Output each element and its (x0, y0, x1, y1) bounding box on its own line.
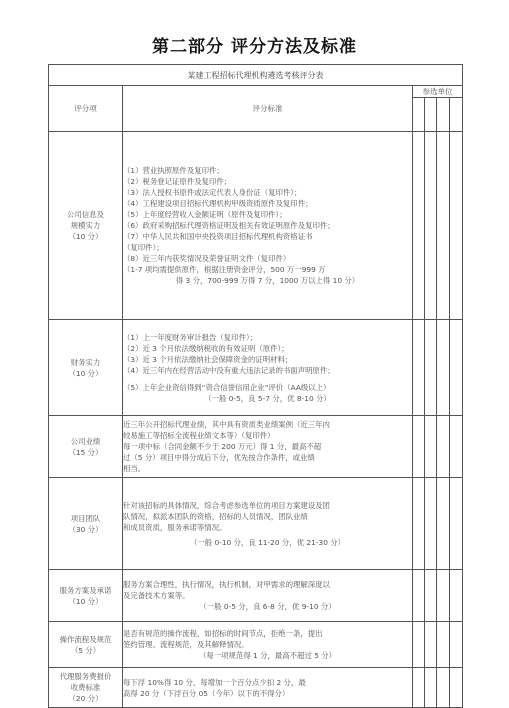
category-cell: 服务方案及承诺 （10 分） (49, 570, 123, 622)
document-title: 第二部分 评分方法及标准 (152, 37, 357, 57)
unit-col-4 (450, 98, 463, 132)
table-row (49, 668, 463, 708)
score-cell[interactable] (450, 668, 463, 708)
category-cell: 代理服务费报价 收费标准 （20 分） (49, 668, 123, 708)
unit-col-2 (425, 98, 437, 132)
score-cell[interactable] (437, 622, 450, 668)
header-item: 评分项 (49, 86, 123, 132)
table-caption: 某建工程招标代理机构遴选考核评分表 (49, 65, 463, 86)
category-cell: 财务实力 （10 分） (49, 320, 123, 416)
category-cell: 项目团队 （30 分） (49, 478, 123, 570)
table-row (49, 132, 463, 320)
score-cell[interactable] (450, 622, 463, 668)
score-cell[interactable] (437, 478, 450, 570)
score-cell[interactable] (425, 320, 437, 416)
score-cell[interactable] (450, 132, 463, 320)
category-cell: 公司业绩 （15 分） (49, 416, 123, 478)
score-cell[interactable] (450, 570, 463, 622)
score-cell[interactable] (437, 570, 450, 622)
table-row (49, 416, 463, 478)
header-criteria: 评分标准 (123, 86, 413, 132)
score-cell[interactable] (413, 132, 425, 320)
criteria-cell: 针对该招标的具体情况，综合考虑参选单位的项目方案建设及团 队情况，拟派本团队的资格，招标的人员情况，团队业绩 和成员资质，服务承诺等情况。 （一般 0-10 分，良 11-20 分，优 21-30 分） (123, 478, 413, 570)
score-cell[interactable] (425, 570, 437, 622)
table-row (49, 320, 463, 416)
score-cell[interactable] (450, 320, 463, 416)
criteria-cell: 是否有规范的操作流程、如招标的时间节点，拒绝一条，提出 签约管理、流程规范，及其解释情况。 （每一项规范得 1 分，最高不超过 5 分） (123, 622, 413, 668)
score-cell[interactable] (413, 622, 425, 668)
criteria-cell: 近三年公开招标代理业绩，其中具有资质类业绩案例（近三年内 较易施工等招标全流程业绩文本等）（复印件） 每一项中标（合同金额不少于 200 万元）得 1 分，最高不超 过（5 分）项目中得分成后下分，优先按合作条件，或业绩 相当。 (123, 416, 413, 478)
table-row (49, 570, 463, 622)
criteria-cell: 服务方案合理性，执行情况，执行机制，对甲需求的理解深度以 及完备技术方案等。 （一般 0-5 分，良 6-8 分，优 9-10 分） (123, 570, 413, 622)
score-cell[interactable] (437, 416, 450, 478)
criteria-cell: （1）上一年度财务审计报告（复印件）； （2）近 3 个月依法缴纳税收的有效证明（原件）； （3）近 3 个月依法缴纳社会保障资金的证明材料； （4）近三年内在经营活动中没有重大违法记录的书面声明原件； （5）上年企业资信得到“资合信誉信用企业”评价（AA级以上） （一般 0-5，良 5-7 分，优 8-10 分） (123, 320, 413, 416)
score-cell[interactable] (425, 132, 437, 320)
criteria-cell: （1）营业执照原件及复印件； （2）税务登记证原件及复印件； （3）法人授权书原件或法定代表人身份证（复印件）； （4）工程建设项目招标代理机构甲级资质原件及复印件； （5）上年度经营收入金额证明（原件及复印件）； （6）政府采购招标代理资格证明及相关有效证明原件及复印件； （7）中华人民共和国中央投资项目招标代理机构资格证书 （复印件）； （8）近三年内获奖情况及荣誉证明文件（复印件） （1-7 项均需提供原件，根据注册资金评分，500 万一999 万 得 3 分，700-999 万得 7 分，1000 万以上得 10 分） (123, 132, 413, 320)
score-cell[interactable] (450, 416, 463, 478)
score-cell[interactable] (437, 320, 450, 416)
category-cell: 公司信息及 规模实力 （10 分） (49, 132, 123, 320)
score-cell[interactable] (413, 478, 425, 570)
score-cell[interactable] (450, 478, 463, 570)
scoring-table (48, 64, 463, 708)
header-units: 参选单位 (413, 86, 463, 98)
table-row (49, 622, 463, 668)
score-cell[interactable] (425, 668, 437, 708)
table-row (49, 478, 463, 570)
score-cell[interactable] (413, 570, 425, 622)
criteria-cell: 每下浮 10%得 10 分，每增加一个百分点少扣 2 分，最 高得 20 分（下浮百分 05（今年）以下的不得分） (123, 668, 413, 708)
score-cell[interactable] (425, 416, 437, 478)
unit-col-1 (413, 98, 425, 132)
score-cell[interactable] (425, 478, 437, 570)
score-cell[interactable] (425, 622, 437, 668)
unit-col-3 (437, 98, 450, 132)
score-cell[interactable] (437, 132, 450, 320)
score-cell[interactable] (413, 668, 425, 708)
category-cell: 操作流程及规范 （5 分） (49, 622, 123, 668)
score-cell[interactable] (413, 416, 425, 478)
score-cell[interactable] (413, 320, 425, 416)
score-cell[interactable] (437, 668, 450, 708)
